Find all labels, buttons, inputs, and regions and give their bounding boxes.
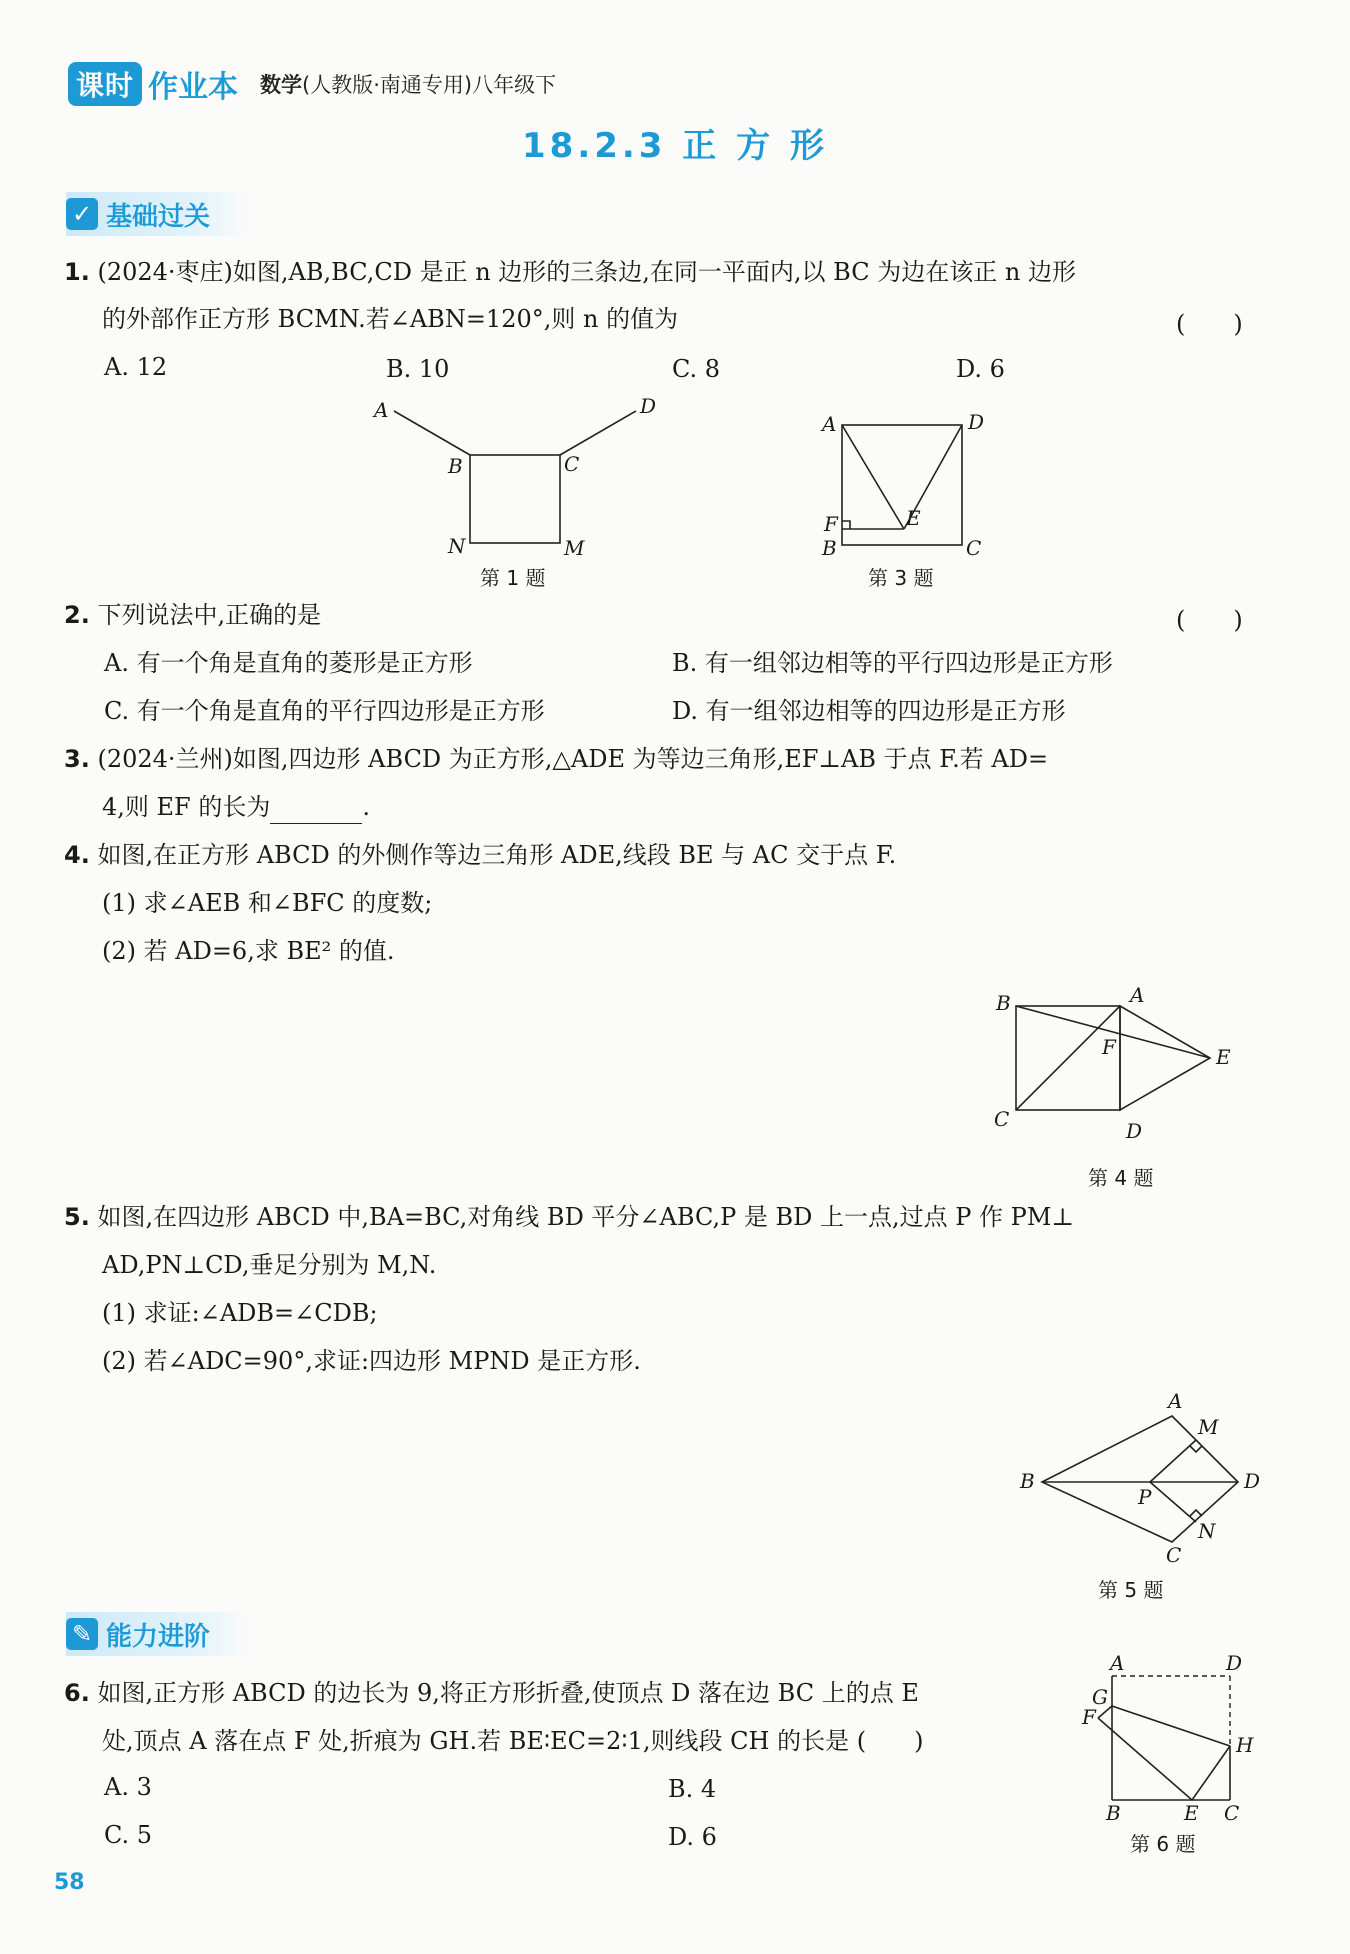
fig6-label-g: G (1092, 1685, 1108, 1709)
q4-part2: (2) 若 AD=6,求 BE² 的值. (102, 937, 395, 965)
q6-answer-bracket: ( ) (856, 1727, 924, 1755)
q4-text: 如图,在正方形 ABCD 的外侧作等边三角形 ADE,线段 BE 与 AC 交于点 F. (97, 841, 897, 869)
fig4-label-d: D (1126, 1119, 1143, 1143)
q6-option-b: B. 4 (668, 1775, 717, 1803)
q5-part1: (1) 求证:∠ADB=∠CDB; (102, 1299, 378, 1327)
pencil-icon: ✎ (66, 1618, 98, 1650)
fig4-label-c: C (994, 1107, 1010, 1131)
q6-number: 6. (64, 1679, 90, 1707)
fig5-label-p: P (1138, 1485, 1152, 1509)
figure-1 (370, 395, 670, 565)
fig5-label-a: A (1168, 1390, 1183, 1413)
q5-line1 (64, 1200, 1074, 1234)
figure-5-caption: 第 5 题 (1098, 1578, 1164, 1602)
q6-text-1: 如图,正方形 ABCD 的边长为 9,将正方形折叠,使顶点 D 落在边 BC 上的点 E (97, 1679, 919, 1707)
figure-6-caption: 第 6 题 (1130, 1832, 1196, 1856)
figure-4 (984, 984, 1264, 1154)
fig5-label-d: D (1244, 1469, 1261, 1493)
fig5-label-n: N (1198, 1519, 1216, 1543)
fig1-label-n: N (448, 534, 466, 558)
section-head-advanced (66, 1612, 250, 1656)
section-label-advanced: 能力进阶 (106, 1621, 211, 1652)
fig6-label-a: A (1110, 1652, 1125, 1675)
fig1-label-c: C (564, 452, 580, 476)
check-icon: ✓ (66, 198, 98, 230)
q3-text-2: 4,则 EF 的长为 (102, 793, 271, 821)
q2-text: 下列说法中,正确的是 (97, 601, 322, 629)
q2-option-a: A. 有一个角是直角的菱形是正方形 (104, 649, 473, 677)
q2-line (64, 598, 321, 632)
subject: 数学 (260, 73, 303, 97)
fig5-label-m: M (1198, 1415, 1219, 1439)
q1-line2: 的外部作正方形 BCMN.若∠ABN=120°,则 n 的值为 (102, 305, 679, 333)
brand-name: 作业本 (148, 70, 239, 105)
section-head-basic (66, 192, 250, 236)
q1-number: 1. (64, 258, 90, 286)
figure-5 (1010, 1390, 1270, 1570)
figure-1-caption: 第 1 题 (480, 566, 546, 590)
q2-answer-bracket: ( ) (1176, 606, 1243, 634)
book-info (260, 69, 556, 99)
fig6-label-f: F (1082, 1705, 1096, 1729)
fig3-label-e: E (906, 506, 921, 530)
fig6-label-b: B (1106, 1801, 1121, 1822)
q1-option-d: D. 6 (956, 355, 1005, 383)
fig3-label-c: C (966, 536, 982, 560)
q2-option-b: B. 有一组邻边相等的平行四边形是正方形 (672, 649, 1113, 677)
header-brand (68, 64, 556, 104)
fig6-label-e: E (1184, 1801, 1199, 1822)
section-label-basic: 基础过关 (106, 201, 211, 232)
q4-line (64, 838, 896, 872)
q2-option-d: D. 有一组邻边相等的四边形是正方形 (672, 697, 1066, 725)
fig3-label-a: A (822, 412, 837, 436)
fig1-label-m: M (564, 536, 585, 560)
brand-logo-box: 课时 (68, 62, 142, 106)
fig6-label-h: H (1236, 1733, 1254, 1757)
q6-option-c: C. 5 (104, 1821, 153, 1849)
fig4-label-e: E (1216, 1045, 1231, 1069)
q1-option-b: B. 10 (386, 355, 450, 383)
q6-line2 (102, 1724, 923, 1758)
fig6-label-c: C (1224, 1801, 1240, 1822)
q5-text-1: 如图,在四边形 ABCD 中,BA=BC,对角线 BD 平分∠ABC,P 是 BD 上一点,过点 P 作 PM⊥ (97, 1203, 1074, 1231)
q1-option-a: A. 12 (104, 353, 168, 381)
q2-number: 2. (64, 601, 90, 629)
fig3-label-b: B (822, 536, 837, 560)
q3-text-1: (2024·兰州)如图,四边形 ABCD 为正方形,△ADE 为等边三角形,EF⊥AB 于点 F.若 AD= (97, 745, 1049, 773)
figure-4-caption: 第 4 题 (1088, 1166, 1154, 1190)
edition: (人教版·南通专用)八年级下 (302, 73, 557, 97)
q3-line1 (64, 742, 1048, 776)
figure-3 (814, 405, 1014, 565)
q6-option-a: A. 3 (104, 1773, 152, 1801)
fig3-label-d: D (968, 410, 985, 434)
fig3-label-f: F (824, 512, 838, 536)
page-number: 58 (54, 1870, 85, 1895)
q3-number: 3. (64, 745, 90, 773)
q3-line2 (102, 790, 370, 824)
q1-option-c: C. 8 (672, 355, 721, 383)
q4-number: 4. (64, 841, 90, 869)
fig5-label-c: C (1166, 1543, 1182, 1567)
fig6-label-d: D (1226, 1652, 1243, 1675)
q6-line1 (64, 1676, 919, 1710)
q2-option-c: C. 有一个角是直角的平行四边形是正方形 (104, 697, 545, 725)
q5-line2: AD,PN⊥CD,垂足分别为 M,N. (102, 1251, 437, 1279)
section-title: 18.2.3 正 方 形 (522, 126, 828, 166)
q3-end: . (362, 793, 370, 821)
q6-option-d: D. 6 (668, 1823, 717, 1851)
figure-3-caption: 第 3 题 (868, 566, 934, 590)
q5-number: 5. (64, 1203, 90, 1231)
fig1-label-b: B (448, 454, 463, 478)
q1-text-1: (2024·枣庄)如图,AB,BC,CD 是正 n 边形的三条边,在同一平面内,以 BC 为边在该正 n 边形 (97, 258, 1076, 286)
fig4-label-f: F (1102, 1035, 1116, 1059)
fig1-label-a: A (374, 398, 389, 422)
q1-line1 (64, 255, 1076, 289)
q6-text-2: 处,顶点 A 落在点 F 处,折痕为 GH.若 BE∶EC=2∶1,则线段 CH 的长是 (102, 1727, 850, 1755)
q5-part2: (2) 若∠ADC=90°,求证:四边形 MPND 是正方形. (102, 1347, 641, 1375)
q4-part1: (1) 求∠AEB 和∠BFC 的度数; (102, 889, 433, 917)
figure-6 (1074, 1652, 1274, 1822)
fig4-label-a: A (1130, 984, 1145, 1007)
q3-answer-blank[interactable] (270, 799, 362, 824)
q1-answer-bracket: ( ) (1176, 310, 1243, 338)
fig4-label-b: B (996, 991, 1011, 1015)
fig1-label-d: D (640, 395, 657, 418)
fig5-label-b: B (1020, 1469, 1035, 1493)
